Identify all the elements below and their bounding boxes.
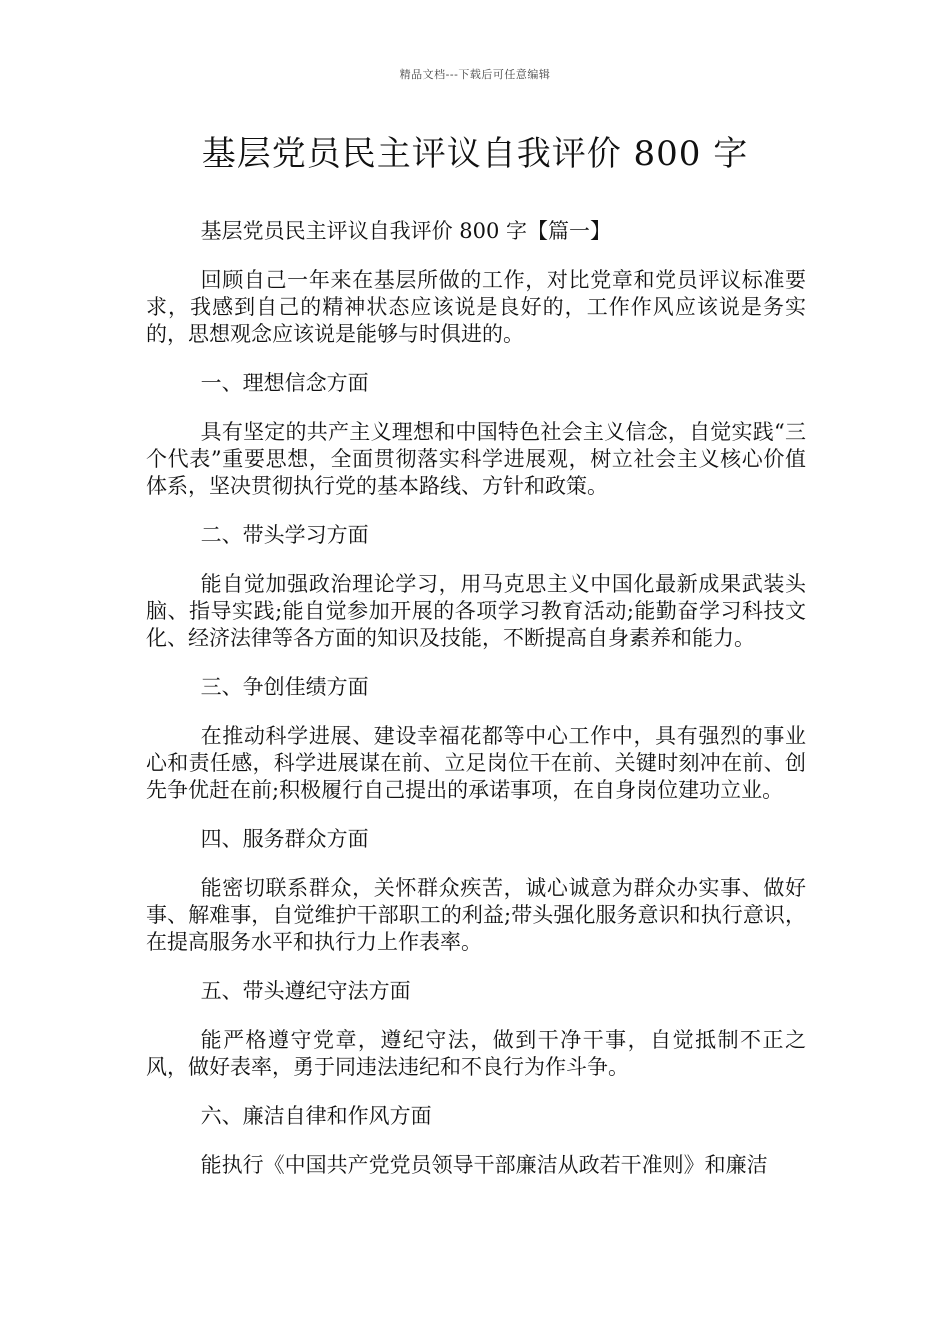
section-heading: 六、廉洁自律和作风方面 — [200, 1104, 432, 1128]
body-paragraph: 回顾自己一年来在基层所做的工作，对比党章和党员评议标准要求，我感到自己的精神状态应该说是良好的，工作作风应该说是务实的，思想观念应该说是能够与时俱进的。 — [146, 268, 806, 346]
body-paragraph: 具有坚定的共产主义理想和中国特色社会主义信念，自觉实践“三个代表”重要思想，全面贯彻落实科学进展观，树立社会主义核心价值体系，坚决贯彻执行党的基本路线、方针和政策。 — [146, 420, 806, 498]
document-title: 基层党员民主评议自我评价 800 字 — [201, 134, 749, 174]
body-paragraph: 在推动科学进展、建设幸福花都等中心工作中，具有强烈的事业心和责任感，科学进展谋在前、立足岗位干在前、关键时刻冲在前、创先争优赶在前;积极履行自己提出的承诺事项，在自身岗位建功立业。 — [146, 724, 806, 802]
body-paragraph: 能自觉加强政治理论学习，用马克思主义中国化最新成果武装头脑、指导实践;能自觉参加开展的各项学习教育活动;能勤奋学习科技文化、经济法律等各方面的知识及技能，不断提高自身素养和能力。 — [146, 572, 806, 650]
section-heading: 三、争创佳绩方面 — [200, 675, 369, 699]
section-heading: 四、服务群众方面 — [200, 827, 369, 851]
section-heading: 一、理想信念方面 — [200, 371, 369, 395]
body-paragraph: 能执行《中国共产党党员领导干部廉洁从政若干准则》和廉洁 — [200, 1153, 768, 1177]
body-paragraph: 能严格遵守党章，遵纪守法，做到干净干事，自觉抵制不正之风，做好表率，勇于同违法违纪和不良行为作斗争。 — [146, 1028, 806, 1079]
section-subtitle: 基层党员民主评议自我评价 800 字【篇一】 — [200, 219, 612, 243]
header-note: 精品文档---下载后可任意编辑 — [399, 68, 551, 81]
section-heading: 二、带头学习方面 — [200, 523, 369, 547]
body-paragraph: 能密切联系群众，关怀群众疾苦，诚心诚意为群众办实事、做好事、解难事，自觉维护干部职工的利益;带头强化服务意识和执行意识，在提高服务水平和执行力上作表率。 — [146, 876, 806, 954]
section-heading: 五、带头遵纪守法方面 — [200, 979, 411, 1003]
document-body — [146, 218, 806, 1201]
